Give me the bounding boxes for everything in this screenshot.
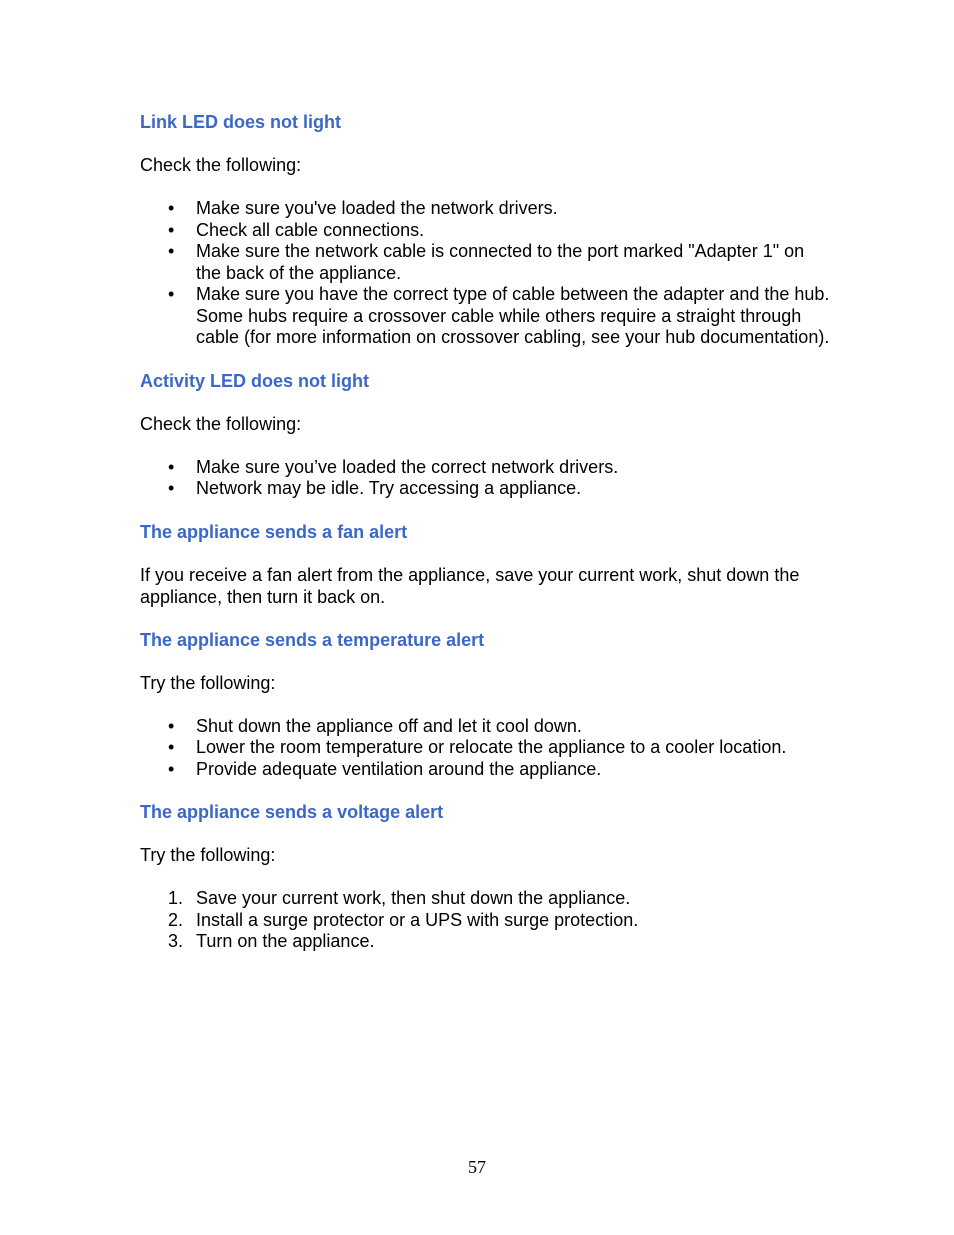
list-item: • Make sure you have the correct type of cable between the adapter and the hub. Some hubs require a crossover cable while others require a straight through cable (for more information on crossover cabling, see your hub documentation). (168, 284, 830, 347)
bullet-marker: • (168, 478, 175, 498)
list-item: • Provide adequate ventilation around the appliance. (168, 758, 602, 779)
list-item: • Make sure you've loaded the network drivers. (168, 198, 558, 218)
bullet-list (140, 198, 830, 349)
section-intro: Check the following: (140, 155, 302, 175)
list-item: • Make sure the network cable is connected to the port marked "Adapter 1" on the back of the appliance. (168, 241, 805, 283)
document-page (140, 111, 830, 953)
list-item: • Check all cable connections. (168, 219, 425, 240)
number-marker: 1. (168, 888, 184, 908)
list-item: • Lower the room temperature or relocate the appliance to a cooler location. (168, 737, 787, 757)
bullet-marker: • (168, 284, 175, 304)
section-heading-voltage-alert: The appliance sends a voltage alert (140, 802, 444, 822)
bullet-marker: • (168, 219, 175, 240)
numbered-list (140, 888, 830, 953)
page-number: 57 (468, 1157, 486, 1177)
section-heading-fan-alert: The appliance sends a fan alert (140, 521, 408, 542)
list-item: • Make sure you’ve loaded the correct network drivers. (168, 456, 619, 477)
list-item: 3. Turn on the appliance. (168, 931, 375, 951)
bullet-marker: • (168, 715, 175, 736)
section-intro: Check the following: (140, 413, 302, 434)
list-item: 2. Install a surge protector or a UPS with surge protection. (168, 909, 639, 930)
number-marker: 2. (168, 909, 184, 930)
section-heading-link-led: Link LED does not light (140, 112, 341, 132)
section-heading-temperature-alert: The appliance sends a temperature alert (140, 629, 485, 650)
bullet-marker: • (168, 456, 175, 477)
section-paragraph: If you receive a fan alert from the appliance, save your current work, shut down the appliance, then turn it back on. (140, 564, 800, 607)
list-item: • Network may be idle. Try accessing a appliance. (168, 478, 582, 498)
number-marker: 3. (168, 931, 184, 951)
bullet-marker: • (168, 758, 175, 779)
section-intro: Try the following: (140, 845, 276, 865)
list-item: 1. Save your current work, then shut down the appliance. (168, 888, 631, 908)
section-intro: Try the following: (140, 672, 276, 693)
bullet-list (140, 457, 830, 500)
bullet-marker: • (168, 241, 175, 261)
section-heading-activity-led: Activity LED does not light (140, 370, 370, 391)
bullet-marker: • (168, 737, 175, 757)
bullet-marker: • (168, 198, 175, 218)
list-item: • Shut down the appliance off and let it cool down. (168, 715, 582, 736)
bullet-list (140, 716, 830, 781)
